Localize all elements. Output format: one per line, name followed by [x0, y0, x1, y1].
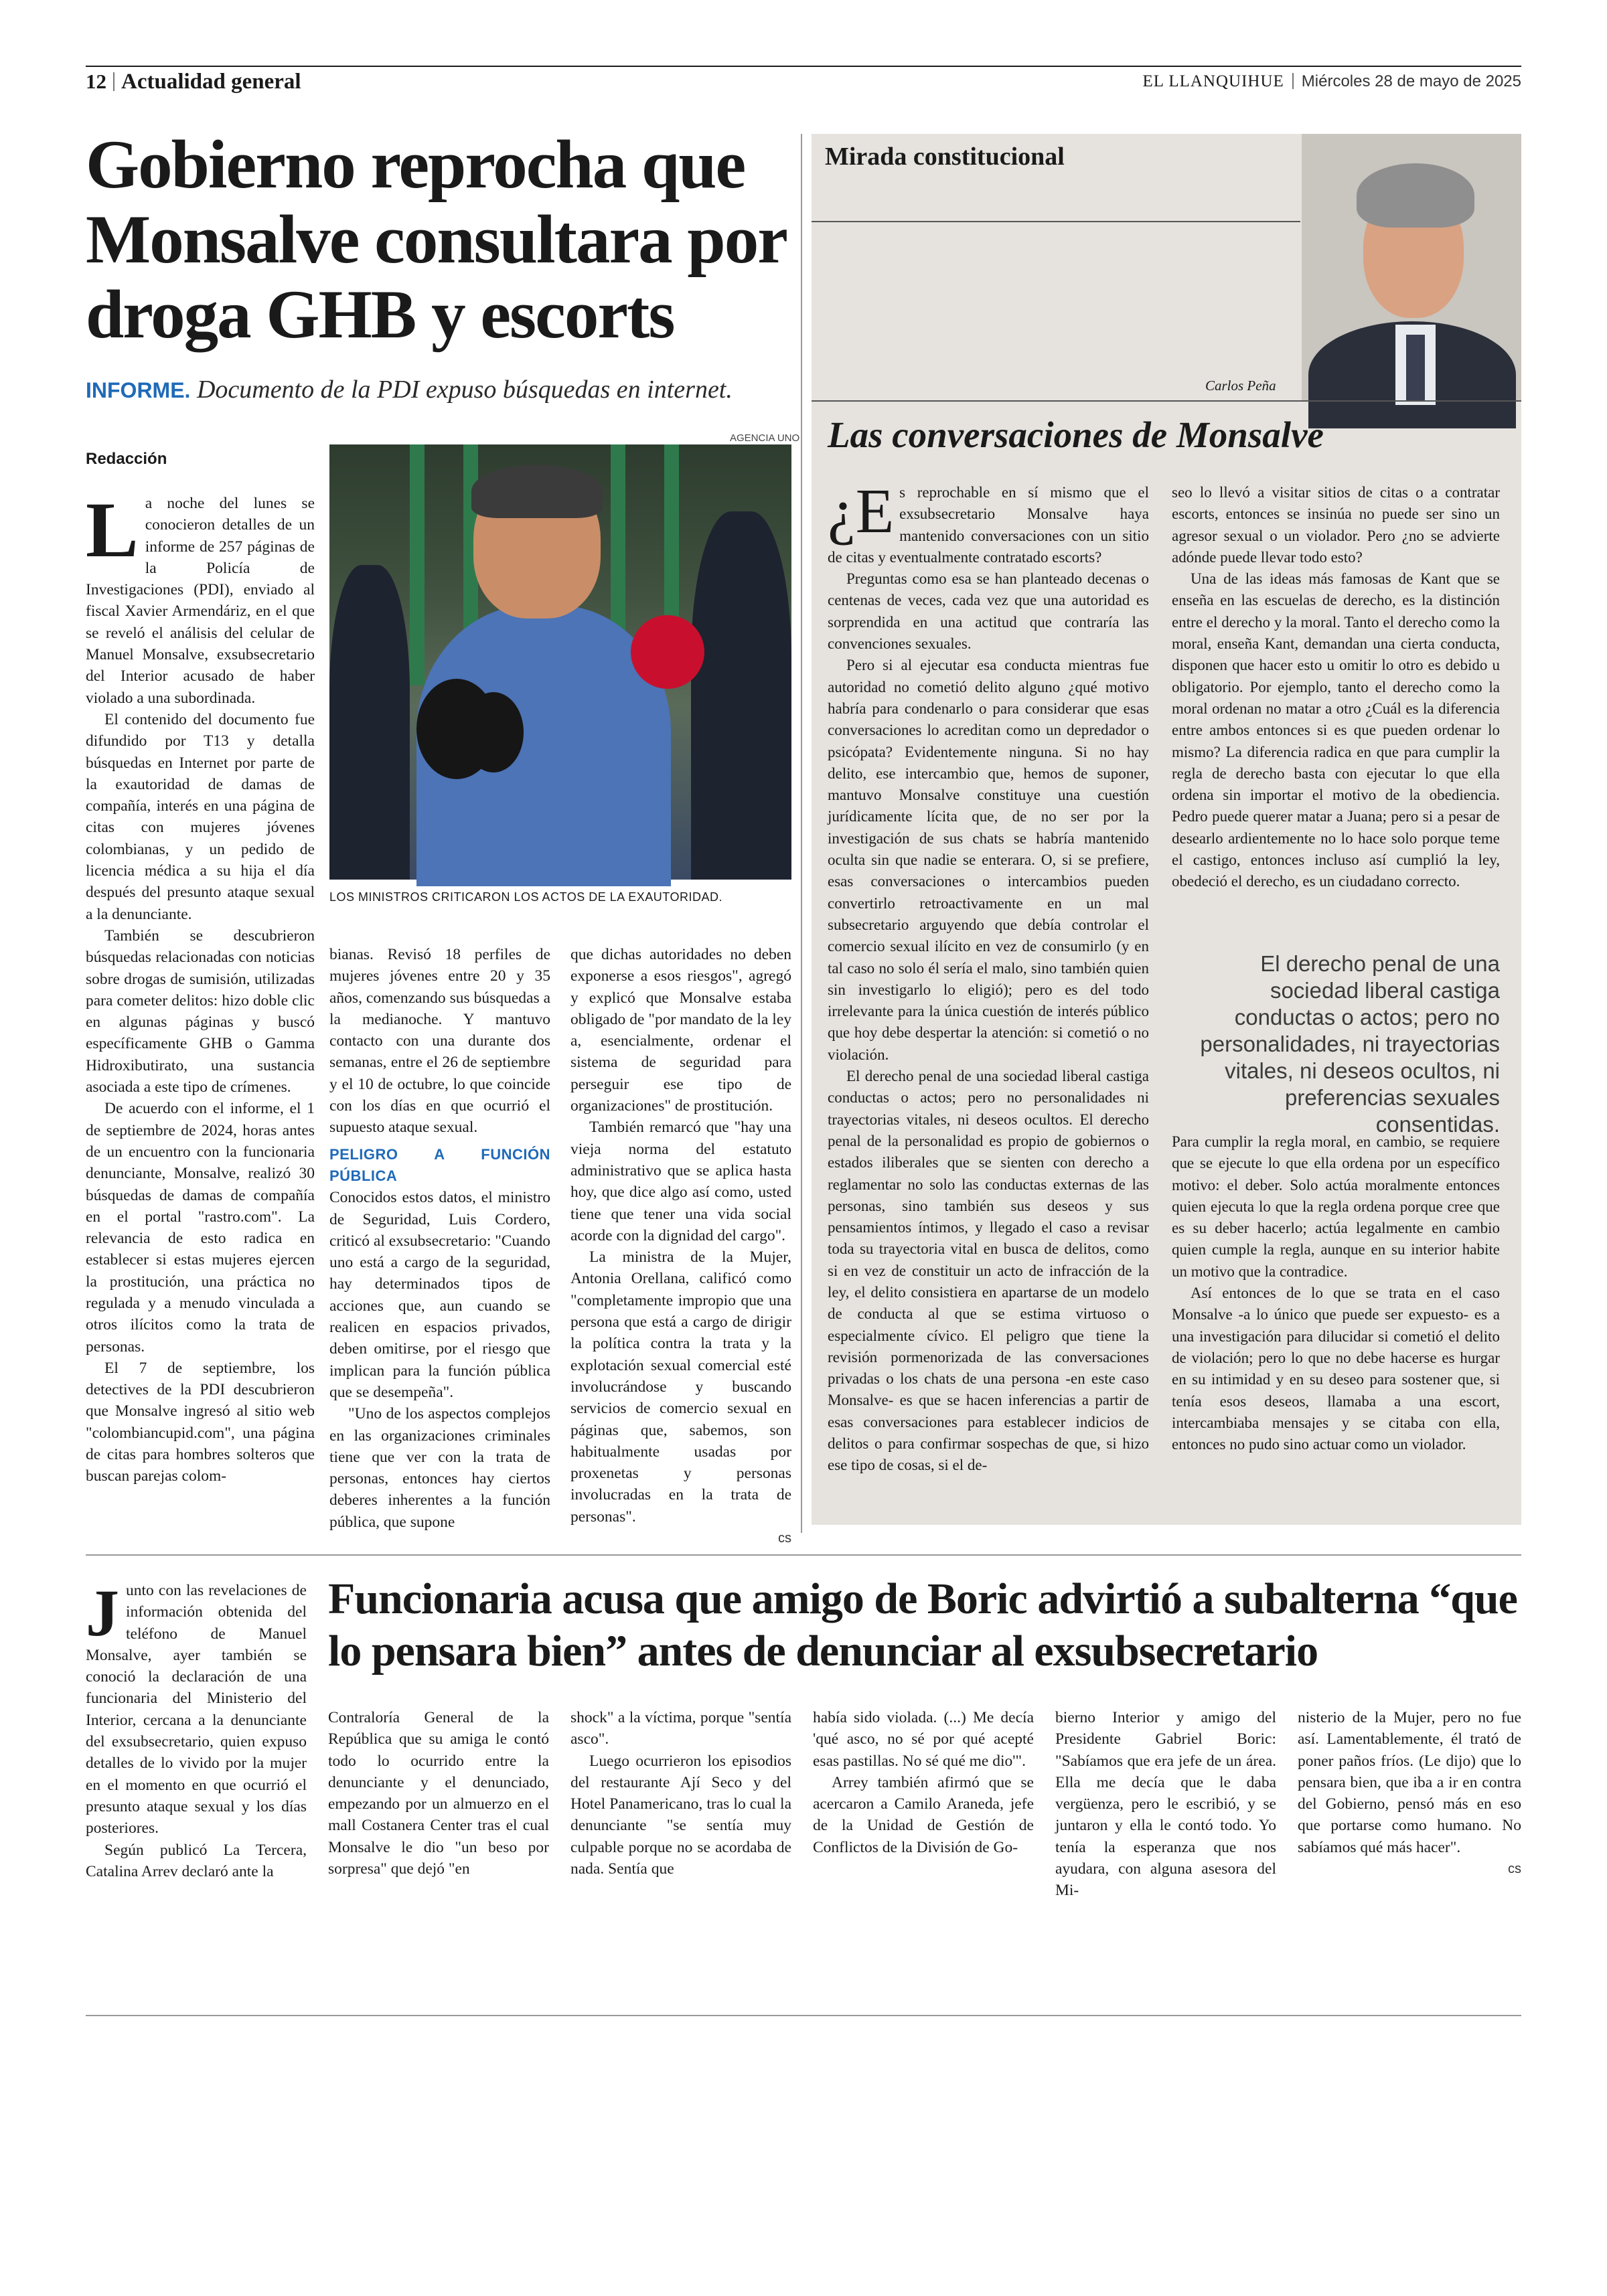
paragraph: s reprochable en sí mismo que el exsubsecretario Monsalve haya mantenido conversaciones con un sitio de citas y eventualmente contratado escorts? [828, 484, 1149, 566]
paragraph: Para cumplir la regla moral, en cambio, se requiere que se ejecute lo que ella ordena por un específico motivo: el deber. Solo actúa moralmente entonces quien ejecuta lo que la regla ordena porque cree que es su deber hacerlo; actúa legalmente en cambio quien cumple la regla, aunque en su interior habite un motivo que la contradice. [1172, 1133, 1500, 1280]
opinion-section-label: Mirada constitucional [825, 143, 1065, 171]
paragraph: De acuerdo con el informe, el 1 de septiembre de 2024, horas antes de un encuentro con la funcionaria denunciante, Monsalve, realizó 30 búsquedas de damas de compañía en el portal "rastro.com". La relevancia de esto radica en establecer si estas mujeres ejercen la prostitución, una práctica no regulada y a menudo vinculada a otros ilícitos como la trata de personas. [86, 1100, 315, 1356]
header-separator [113, 72, 114, 91]
paragraph: a noche del lunes se conocieron detalles de un informe de 257 páginas de la Policía de Investigaciones (PDI), enviado al fiscal Xavier Armendáriz, en el que se reveló el análisis del celular de Manuel Monsalve, exsubsecretario del Interior acusado de haber violado a una subordinada. [86, 495, 315, 707]
microphone-icon [631, 615, 704, 689]
paragraph: nisterio de la Mujer, pero no fue así. Lamentablemente, él trató de poner paños fríos. (Le dijo) que lo pensara bien, que iba a ir en contra del Gobierno, pensó más en eso que portarse como humano. No sabíamos qué más hacer". [1298, 1709, 1521, 1856]
paragraph: Pero si al ejecutar esa conducta mientras fue autoridad no cometió delito alguno ¿qué motivo habría para condenarlo o para considerar que esas conversaciones lo acreditan como un depredador o psicópata? Evidentemente ninguna. Si no hay delito, ese intercambio que, hemos de suponer, mantuvo Monsalve constituye una cuestión jurídicamente lícita que, de no ser por la investigación de sus chats se habría mantenido oculta sin que nadie se enterara. O, si se prefiere, esas conversaciones o intercambios pueden convertirlo retroactivamente en un mal subsecretario arguyendo que debía controlar el comercio sexual ilícito en vez de consumirlo (y en tal caso no solo él sería el malo, sino también quien sin investigarlo lo eligió); pero es del todo irrelevante para la única cuestión de interés público que hoy debe despertar la atención: si cometió o no violación. [828, 657, 1149, 1063]
kicker [86, 375, 795, 404]
photo-subject-hair [471, 465, 603, 518]
subheading: PELIGRO A FUNCIÓN PÚBLICA [329, 1145, 550, 1184]
paragraph: El derecho penal de una sociedad liberal castiga conductas o actos; pero no personalidades ni trayectorias vitales, ni deseos ocultos. El derecho penal de la personalidad es propio de gobiernos o estados iliberales que se sienten con derecho a reglamentar no solo las conductas externas de las personas, sino también sus deseos y sus pensamientos íntimos, y llegado el caso a revisar toda su trayectoria vital en busca de delitos, como si en vez de constituir un acto de infracción de la ley, el delito consistiera en apartarse de un modelo de conducta al que se estima virtuoso o especialmente cívico. El peligro que tiene la revisión pormenorizada de las conversaciones privadas o los chats de una persona -en este caso Monsalve- es que se hacen inferencias a partir de esas conversaciones para establecer indicios de delitos o para confirmar sospechas de que, si hizo ese tipo de cosas, si el de- [828, 1068, 1149, 1474]
opinion-title-rule [812, 221, 1300, 222]
photo-bystander [329, 565, 410, 880]
photo-caption: LOS MINISTROS CRITICARON LOS ACTOS DE LA EXAUTORIDAD. [329, 890, 722, 904]
main-headline: Gobierno reprocha que Monsalve consultara por droga GHB y escorts [86, 127, 786, 353]
paragraph: También se descubrieron búsquedas relacionadas con noticias sobre drogas de sumisión, utilizadas para cometer delitos: hizo doble clic en algunas páginas y buscó específicamente GHB o Gamma Hidroxibutirato, una sustancia asociada a este tipo de crímenes. [86, 926, 315, 1096]
portrait-tie [1406, 335, 1425, 402]
paragraph: El contenido del documento fue difundido por T13 y detalla búsquedas en Internet por parte de la exautoridad de damas de compañía, interés en una página de citas con mujeres jóvenes colombianas, y un pedido de licencia médica a su hija el día después del presunto ataque sexual a la denunciante. [86, 710, 315, 923]
opinion-column-2-bottom [1172, 1131, 1500, 1526]
opinion-column-1 [828, 477, 1149, 1526]
portrait-hair [1357, 163, 1474, 228]
paragraph: unto con las revelaciones de información obtenida del teléfono de Manuel Monsalve, ayer también se conoció la declaración de una funcionaria del Ministerio del Interior, cercana a la denunciante del exsubsecretario, quien expuso detalles de lo vivido por la mujer en el momento en que ocurrió el presunto ataque sexual y los días posteriores. [86, 1582, 307, 1837]
opinion-headline: Las conversaciones de Monsalve [828, 414, 1324, 455]
paragraph: bianas. Revisó 18 perfiles de mujeres jóvenes entre 20 y 35 años, comenzando sus búsquedas a la medianoche. Y mantuvo contacto con una durante dos semanas, entre el 26 de septiembre y el 10 de octubre, lo que coincide con los días en que ocurrió el supuesto ataque sexual. [329, 946, 550, 1137]
paragraph: Según publicó La Tercera, Catalina Arrev declaró ante la [86, 1841, 307, 1880]
photo-credit: AGENCIA UNO [730, 432, 800, 444]
paragraph: Luego ocurrieron los episodios del restaurante Ají Seco y del Hotel Panamericano, tras lo cual la denunciante "se sentía muy culpable porque no se acordaba de nada. Sentía que [570, 1752, 791, 1878]
pull-quote: El derecho penal de una sociedad liberal castiga conductas o actos; pero no personalidades, ni trayectorias vitales, ni deseos ocultos, ni preferencias sexuales consentidas. [1200, 951, 1500, 1137]
article2-headline: Funcionaria acusa que amigo de Boric advirtió a subalterna “que lo pensara bien” antes de denunciar al exsubsecretario [328, 1574, 1517, 1675]
paragraph: había sido violada. (...) Me decía 'qué asco, no sé por qué acepté esas pastillas. No sé qué me dio'". [813, 1709, 1034, 1770]
dropcap: L [86, 486, 139, 574]
paragraph: El 7 de septiembre, los detectives de la PDI descubrieron que Monsalve ingresó al sitio web "colombiancupid.com", una página de citas para hombres solteros que buscan parejas colom- [86, 1359, 315, 1485]
article1-column-1 [86, 486, 315, 1529]
paragraph: También remarcó que "hay una vieja norma del estatuto administrativo que se aplica hasta hoy, que dice algo así como, usted tiene que tener una vida social acorde con la dignidad del cargo". [570, 1119, 791, 1244]
paragraph: Conocidos estos datos, el ministro de Seguridad, Luis Cordero, criticó al exsubsecretario: "Cuando uno está a cargo de la seguridad, hay determinados tipos de acciones que, aun cuando se realicen en espacios privados, deben omitirse, por el riesgo que implican para la función pública que se desempeña". [329, 1189, 550, 1401]
news-photo [329, 444, 791, 880]
article2-column-5 [1055, 1707, 1276, 1975]
author-name: Carlos Peña [1205, 378, 1276, 394]
article2-column-6 [1298, 1707, 1521, 1975]
newspaper-name: EL LLANQUIHUE [1142, 72, 1284, 90]
issue-date: Miércoles 28 de mayo de 2025 [1301, 72, 1521, 90]
article2-column-4 [813, 1707, 1034, 1975]
paragraph: seo lo llevó a visitar sitios de citas o a contratar escorts, entonces se insinúa no puede ser sino un agresor sexual o un violador. Pero ¿no se advierte adónde puede llevar todo esto? [1172, 484, 1500, 566]
paragraph: que dichas autoridades no deben exponerse a esos riesgos", agregó y explicó que Monsalve estaba obligado de "por mandato de la ley a, esencialmente, ordenar el sistema de seguridad para perseguir ese tipo de organizaciones" de prostitución. [570, 946, 791, 1115]
page-number: 12 [86, 70, 106, 93]
section-divider [86, 1554, 1521, 1556]
author-photo [1302, 134, 1521, 400]
paragraph: Arrey también afirmó que se acercaron a Camilo Araneda, jefe de la Unidad de Gestión de Conflictos de la División de Go- [813, 1773, 1034, 1856]
opinion-header-rule [812, 400, 1521, 402]
header-separator-2 [1292, 73, 1294, 89]
article2-column-3 [570, 1707, 791, 1975]
section-name: Actualidad general [121, 70, 301, 94]
paragraph: Una de las ideas más famosas de Kant que se enseña en las escuelas de derecho, es la distinción entre el derecho y la moral. Tanto el derecho como la moral, enseña Kant, demandan una cierta conducta, disponen que hacer esto u omitir lo otro es debido u obligatorio. Por ejemplo, tanto el derecho como la moral ordenan no matar a otro ¿Cuál es la diferencia entre ambos entonces si es que pueden ordenar lo mismo? La diferencia radica en que para cumplir la regla de derecho basta con ejecutar lo que ella ordena sin importar el motivo de la obediencia. Pedro puede querer matar a Juana; pero si a pesar de desearlo ardientemente no lo hace solo porque teme el castigo, entonces incluso así cumplió la ley, obedeció el derecho, es un ciudadano correcto. [1172, 570, 1500, 890]
end-mark: cs [1508, 1862, 1521, 1877]
kicker-text: Documento de la PDI expuso búsquedas en internet. [196, 376, 733, 404]
opinion-column-2-top [1172, 482, 1500, 944]
article1-column-2 [329, 944, 550, 1533]
article2-column-2 [328, 1707, 549, 1975]
paragraph: Así entonces de lo que se trata en el caso Monsalve -a lo único que puede ser expuesto- es a una investigación para dilucidar si cometió el delito de violación; pero lo que no debe hacerse es hurgar en su intimidad y en su deseo para sostener que, si tenía esos deseos, llamaba a una escort, intercambiaba mensajes y se citaba con ella, entonces no pudo sino actuar como un violador. [1172, 1285, 1500, 1453]
header-rule [86, 66, 1521, 67]
paragraph: Preguntas como esa se han planteado decenas o centenas de veces, cada vez que una autoridad es sorprendida en una actitud que contraría las convenciones sexuales. [828, 570, 1149, 653]
kicker-label: INFORME. [86, 378, 191, 402]
page-header-right [1142, 72, 1521, 91]
paragraph: Contraloría General de la República que su amiga le contó todo lo ocurrido entre la denunciante y el denunciado, empezando por un almuerzo en el mall Costanera Center tras el cual Monsalve le dio "un beso por sorpresa" que dejó "en [328, 1709, 549, 1878]
dropcap: J [86, 1576, 119, 1650]
article2-column-1 [86, 1576, 307, 1981]
byline: Redacción [86, 450, 167, 468]
page-header-left [86, 70, 301, 94]
end-mark: cs [778, 1531, 791, 1546]
microphone-icon [463, 692, 524, 772]
photo-fence-bar [410, 444, 425, 685]
paragraph: bierno Interior y amigo del Presidente Gabriel Boric: "Sabíamos que era jefe de un área. Ella me decía que le daba vergüenza, pero le escribió, y se juntaron y ella le contó todo. Yo tenía la esperanza que nos ayudara, con alguna asesora del Mi- [1055, 1709, 1276, 1900]
column-divider [801, 134, 802, 1533]
paragraph: "Uno de los aspectos complejos en las organizaciones criminales tiene que ver con la trata de personas, entonces hay ciertos deberes inherentes a la función pública, que supone [329, 1405, 550, 1531]
photo-bystander [691, 511, 791, 880]
dropcap: ¿E [828, 477, 895, 546]
article1-column-3 [570, 944, 791, 1546]
paragraph: La ministra de la Mujer, Antonia Orellana, calificó como "completamente impropio que una persona que está a cargo de dirigir la política contra la trata y la explotación sexual comercial esté involucrándose y buscando servicios de comercio sexual en páginas que, sabemos, son habitualmente usadas por proxenetas y personas involucradas en la trata de personas". [570, 1248, 791, 1526]
bottom-rule [86, 2015, 1521, 2016]
paragraph: shock" a la víctima, porque "sentía asco". [570, 1709, 791, 1748]
